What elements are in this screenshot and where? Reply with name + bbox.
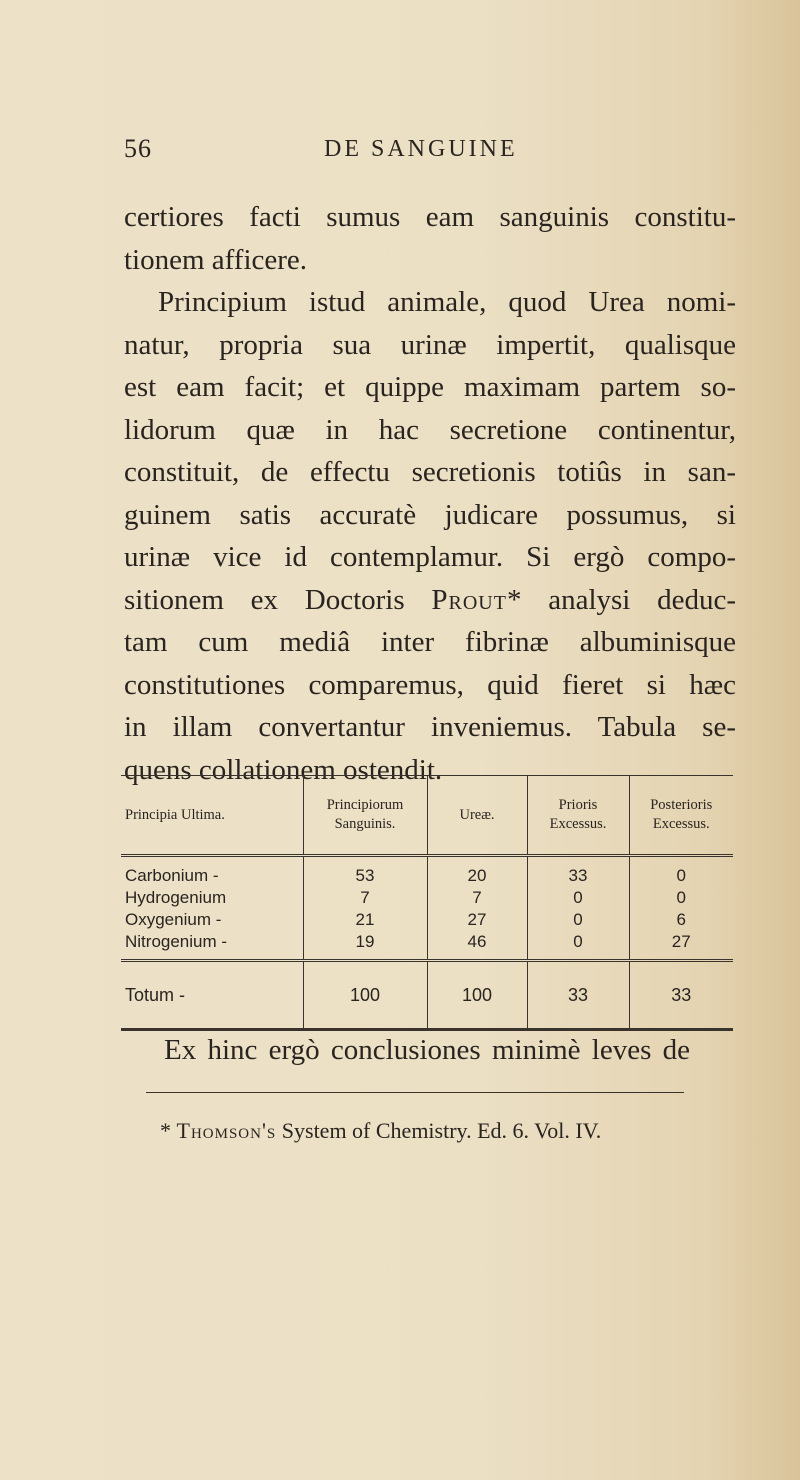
- text-line: lidorum quæ in hac secretione continentur,: [124, 413, 736, 446]
- composition-table-wrap: [121, 775, 733, 1031]
- text-line: constituit, de effectu secretionis totiûs in san-: [124, 456, 736, 488]
- text-line: tionem afficere.: [124, 243, 308, 276]
- column-header: Prioris Excessus.: [527, 776, 629, 856]
- footnote: [160, 1118, 740, 1144]
- element-name-cell: Nitrogenium -: [121, 931, 303, 961]
- text-line: urinæ vice id contemplamur. Si ergò compo-: [124, 541, 736, 573]
- text-line: Principium istud animale, quod Urea nomi-: [158, 286, 736, 318]
- table-cell: 0: [629, 887, 733, 909]
- closing-line: Ex hinc ergò conclusiones minimè leves de: [164, 1034, 691, 1066]
- element-name-cell: Carbonium -: [125, 866, 219, 885]
- composition-table: [121, 775, 733, 1031]
- page-header: [124, 134, 734, 174]
- table-cell: 0: [527, 909, 629, 931]
- table-cell: 53: [303, 856, 427, 888]
- text-line: constitutiones comparemus, quid fieret si hæc: [124, 668, 736, 701]
- column-header: Posterioris Excessus.: [629, 776, 733, 856]
- total-label-cell: Totum -: [121, 961, 303, 1030]
- page-number: 56: [124, 134, 152, 163]
- footnote-text: System of Chemistry. Ed. 6. Vol. IV.: [276, 1118, 602, 1143]
- column-header: Ureæ.: [427, 776, 527, 856]
- text-line: tam cum mediâ inter fibrinæ albuminisque: [124, 626, 736, 658]
- table-cell: 27: [629, 931, 733, 961]
- table-cell: 19: [303, 931, 427, 961]
- text-line: guinem satis accuratè judicare possumus, si: [124, 498, 736, 531]
- body-paragraph: [124, 196, 736, 791]
- footnote-marker: *: [160, 1118, 171, 1143]
- text-line: [124, 579, 736, 622]
- table-cell: 6: [629, 909, 733, 931]
- table-total-row: [121, 961, 733, 1030]
- table-cell: 33: [527, 856, 629, 888]
- table-row: [121, 856, 733, 888]
- table-cell: 20: [427, 856, 527, 888]
- running-head: DE SANGUINE: [324, 136, 518, 162]
- table-cell: 0: [629, 856, 733, 888]
- total-cell: 33: [629, 961, 733, 1030]
- table-cell: 7: [303, 887, 427, 909]
- table-header-row: [121, 776, 733, 856]
- table-cell: 0: [527, 887, 629, 909]
- column-header: Principiorum Sanguinis.: [303, 776, 427, 856]
- table-cell: 27: [427, 909, 527, 931]
- element-name-cell: Hydrogenium: [125, 888, 227, 907]
- author-name: Prout: [431, 583, 507, 616]
- footnote-author: Thomson's: [176, 1118, 277, 1143]
- table-row: [121, 931, 733, 961]
- text-line: quens collationem ostendit.: [124, 753, 443, 786]
- text-line: in illam convertantur inveniemus. Tabula se-: [124, 711, 736, 743]
- text-line: est eam facit; et quippe maximam partem so-: [124, 371, 736, 403]
- element-name-cell: Oxygenium -: [125, 910, 222, 929]
- table-row: [121, 909, 733, 931]
- table-cell: 7: [427, 887, 527, 909]
- table-cell: 46: [427, 931, 527, 961]
- table-row: [121, 887, 733, 909]
- table-cell: 21: [303, 909, 427, 931]
- line-segment: sitionem ex Doctoris: [124, 583, 432, 616]
- total-cell: 100: [303, 961, 427, 1030]
- total-cell: 33: [527, 961, 629, 1030]
- table-cell: 0: [527, 931, 629, 961]
- footnote-rule: [146, 1092, 684, 1093]
- line-segment: * analysi deduc-: [506, 583, 736, 616]
- text-line: natur, propria sua urinæ impertit, qualisque: [124, 328, 736, 361]
- column-header: Principia Ultima.: [121, 776, 303, 856]
- text-line: certiores facti sumus eam sanguinis constitu-: [124, 201, 736, 233]
- total-cell: 100: [427, 961, 527, 1030]
